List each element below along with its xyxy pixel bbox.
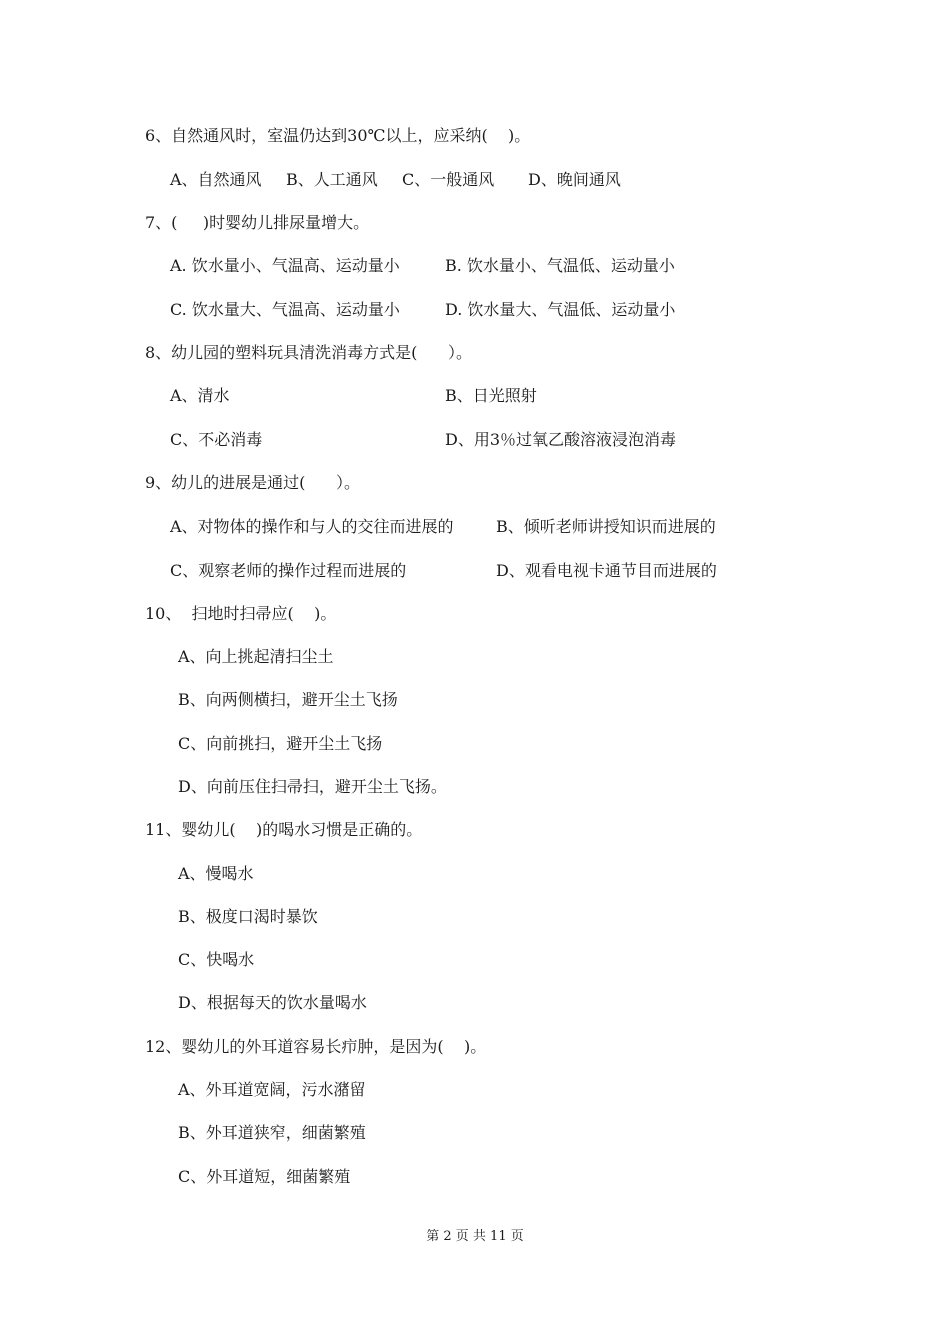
q7-option-b: B. 饮水量小、气温低、运动量小: [445, 256, 675, 275]
q6-option-a: A、自然通风: [170, 170, 262, 189]
q6-option-c: C、一般通风: [402, 170, 495, 189]
q6-option-b: B、人工通风: [286, 170, 378, 189]
q9-option-c: C、观察老师的操作过程而进展的: [170, 561, 407, 580]
question-10-stem: 10、 扫地时扫帚应( )。: [145, 604, 337, 623]
q9-option-d: D、观看电视卡通节目而进展的: [496, 561, 717, 580]
q11-option-a: A、慢喝水: [178, 864, 254, 883]
question-7-stem: 7、( )时婴幼儿排尿量增大。: [145, 213, 370, 232]
q8-option-a: A、清水: [170, 386, 230, 405]
question-6-stem: 6、自然通风时，室温仍达到30℃以上，应采纳( )。: [145, 126, 531, 145]
q7-option-a: A. 饮水量小、气温高、运动量小: [170, 256, 400, 275]
question-8-stem: 8、幼儿园的塑料玩具清洗消毒方式是( ）。: [145, 343, 472, 362]
q8-option-d: D、用3％过氧乙酸溶液浸泡消毒: [445, 430, 677, 449]
q8-option-b: B、日光照射: [445, 386, 537, 405]
question-9-stem: 9、幼儿的进展是通过( ）。: [145, 473, 360, 492]
q12-option-a: A、外耳道宽阔，污水潴留: [178, 1080, 366, 1099]
q10-option-a: A、向上挑起清扫尘土: [178, 647, 334, 666]
q10-option-c: C、向前挑扫，避开尘土飞扬: [178, 734, 383, 753]
q6-option-d: D、晚间通风: [528, 170, 621, 189]
q7-option-c: C. 饮水量大、气温高、运动量小: [170, 300, 400, 319]
q9-option-a: A、对物体的操作和与人的交往而进展的: [170, 517, 454, 536]
question-12-stem: 12、婴幼儿的外耳道容易长疖肿，是因为( )。: [145, 1037, 487, 1056]
q10-option-b: B、向两侧横扫，避开尘土飞扬: [178, 690, 398, 709]
q7-option-d: D. 饮水量大、气温低、运动量小: [445, 300, 676, 319]
question-11-stem: 11、婴幼儿( )的喝水习惯是正确的。: [145, 820, 423, 839]
q8-option-c: C、不必消毒: [170, 430, 263, 449]
q11-option-b: B、极度口渴时暴饮: [178, 907, 318, 926]
q12-option-b: B、外耳道狭窄，细菌繁殖: [178, 1123, 366, 1142]
q11-option-c: C、快喝水: [178, 950, 255, 969]
q9-option-b: B、倾听老师讲授知识而进展的: [496, 517, 716, 536]
q12-option-c: C、外耳道短，细菌繁殖: [178, 1167, 351, 1186]
q10-option-d: D、向前压住扫帚扫，避开尘土飞扬。: [178, 777, 447, 796]
page-number: 第 2 页 共 11 页: [426, 1229, 524, 1244]
q11-option-d: D、根据每天的饮水量喝水: [178, 993, 367, 1012]
